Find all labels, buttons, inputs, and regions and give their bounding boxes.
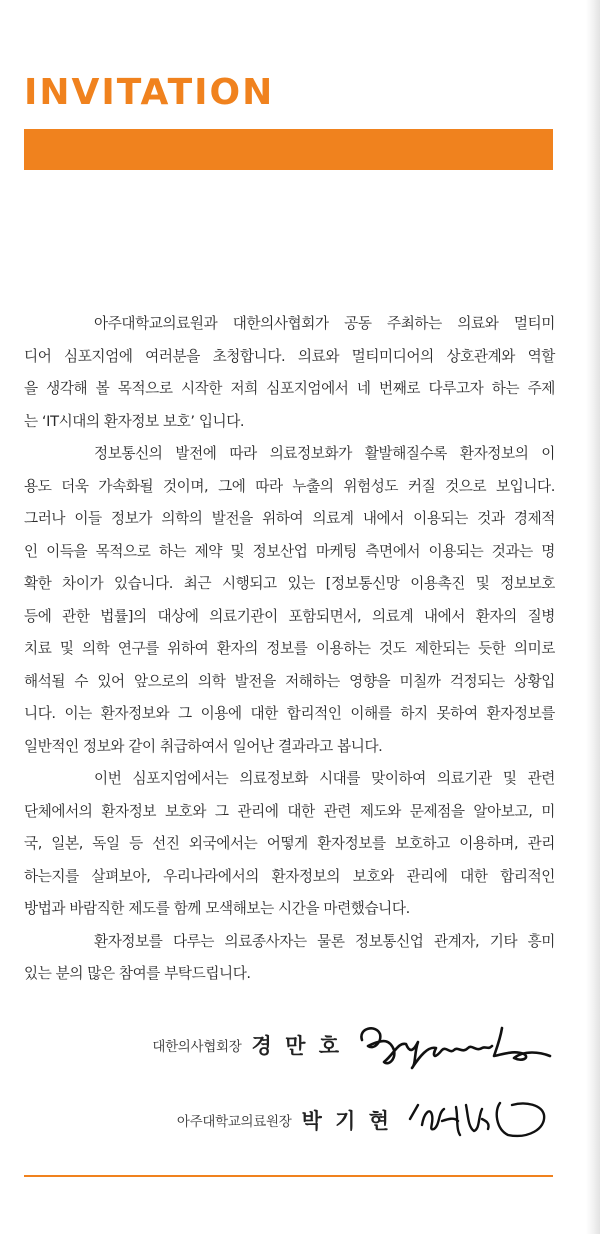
letter-line: 디어 심포지엄에 여러분을 초청합니다. 의료와 멀티미디어의 상호관계와 역할	[24, 347, 555, 365]
signatory-name: 경 만 호	[251, 1033, 342, 1058]
letter-line: 국, 일본, 독일 등 선진 외국에서는 어떻게 환자정보를 보호하고 이용하며, 관리	[24, 835, 555, 852]
letter-line: 치료 및 의학 연구를 위하여 환자의 정보를 이용하는 것도 제한되는 듯한 의미로	[24, 640, 555, 657]
letter-line: 방법과 바람직한 제도를 함께 모색해보는 시간을 마련했습니다.	[24, 900, 410, 917]
page-title: INVITATION	[24, 72, 275, 113]
letter-line: 는 ‘IT시대의 환자정보 보호’ 입니다.	[24, 412, 245, 430]
handwritten-signature-1	[354, 1020, 554, 1070]
letter-line: 있는 분의 많은 참여를 부탁드립니다.	[24, 965, 251, 982]
letter-line: 아주대학교의료원과 대한의사협회가 공동 주최하는 의료와 멀티미	[94, 315, 555, 332]
letter-line: 해석될 수 있어 앞으로의 의학 발전을 저해하는 영향을 미칠까 걱정되는 상황입	[24, 672, 555, 690]
letter-line: 이번 심포지엄에서는 의료정보화 시대를 맞이하여 의료기관 및 관련	[94, 770, 555, 787]
signature-block-kma	[152, 1020, 554, 1070]
bottom-divider	[24, 1175, 553, 1177]
letter-line: 그러나 이들 정보가 의학의 발전을 위하여 의료계 내에서 이용되는 것과 경제적	[24, 510, 555, 527]
page-edge-shadow	[586, 0, 600, 1234]
handwritten-signature-2	[404, 1095, 554, 1145]
title-accent-bar	[24, 129, 553, 170]
letter-line: 인 이득을 목적으로 하는 제약 및 정보산업 마케팅 측면에서 이용되는 것과는 명	[24, 542, 555, 560]
invitation-letter-body	[24, 308, 555, 991]
letter-line: 용도 더욱 가속화될 것이며, 그에 따라 누출의 위험성도 커질 것으로 보입니다.	[24, 477, 555, 495]
signature-block-ajou	[177, 1095, 554, 1145]
signatory-role: 아주대학교의료원장	[176, 1114, 292, 1130]
letter-line: 등에 관한 법률]의 대상에 의료기관이 포함되면서, 의료계 내에서 환자의 질병	[24, 607, 555, 625]
signatory-role: 대한의사협회장	[152, 1039, 242, 1055]
letter-line: 단체에서의 환자정보 보호와 그 관리에 대한 관련 제도와 문제점을 알아보고, 미	[24, 802, 555, 820]
letter-line: 정보통신의 발전에 따라 의료정보화가 활발해질수록 환자정보의 이	[94, 445, 555, 462]
letter-line: 일반적인 정보와 같이 취급하여서 일어난 결과라고 봅니다.	[24, 737, 383, 755]
letter-line: 환자정보를 다루는 의료종사자는 물론 정보통신업 관계자, 기타 흥미	[94, 932, 555, 950]
signatory-name: 박 기 현	[301, 1108, 392, 1133]
letter-line: 확한 차이가 있습니다. 최근 시행되고 있는 [정보통신망 이용촉진 및 정보보호	[24, 575, 555, 592]
letter-line: 을 생각해 볼 목적으로 시작한 저희 심포지엄에서 네 번째로 다루고자 하는 주제	[24, 380, 555, 397]
letter-line: 하는지를 살펴보아, 우리나라에서의 환자정보의 보호와 관리에 대한 합리적인	[24, 867, 555, 885]
letter-line: 니다. 이는 환자정보와 그 이용에 대한 합리적인 이해를 하지 못하여 환자정보를	[24, 705, 555, 722]
